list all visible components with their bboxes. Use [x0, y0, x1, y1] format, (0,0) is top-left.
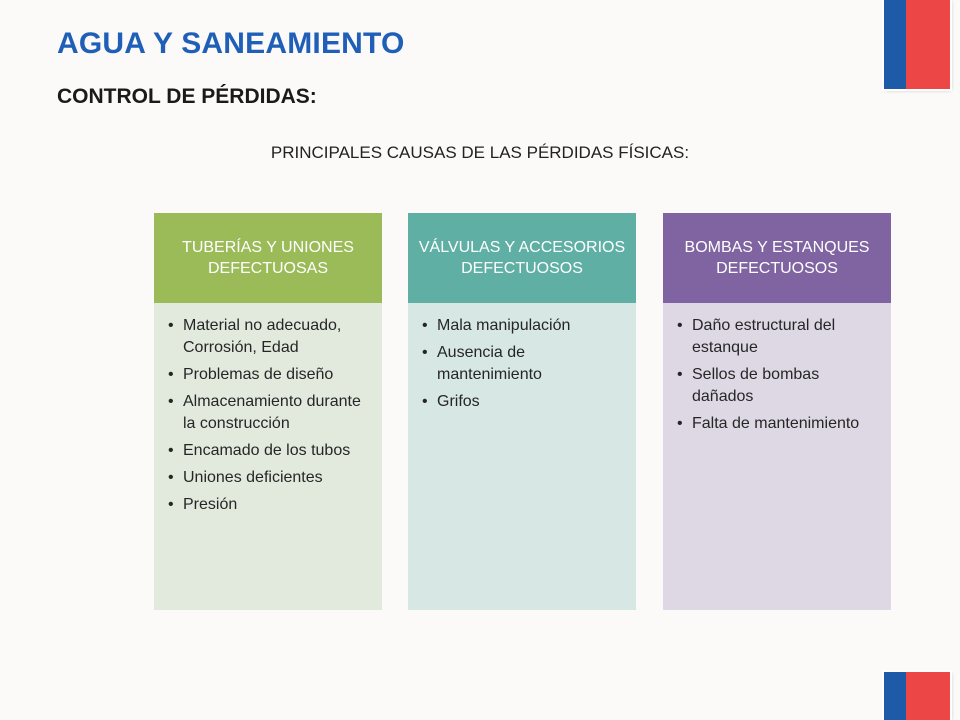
list-item: • Daño estructural del estanque [677, 315, 881, 359]
flag-red-band [906, 0, 950, 89]
list-item: • Sellos de bombas dañados [677, 364, 881, 408]
list-item: • Mala manipulación [422, 315, 626, 337]
list-item: • Material no adecuado, Corrosión, Edad [168, 315, 372, 359]
list-item: • Uniones deficientes [168, 467, 372, 489]
section-subtitle: CONTROL DE PÉRDIDAS: [57, 85, 317, 108]
column-header: TUBERÍAS Y UNIONES DEFECTUOSAS [154, 213, 382, 303]
causes-heading: PRINCIPALES CAUSAS DE LAS PÉRDIDAS FÍSICAS: [270, 143, 690, 162]
flag-blue-band [884, 0, 906, 89]
list-item: • Presión [168, 494, 372, 516]
list-item: • Ausencia de mantenimiento [422, 342, 626, 386]
cause-list [422, 315, 626, 413]
flag-blue-band [884, 672, 906, 720]
column-bombas [663, 213, 891, 610]
chile-flag-logo-top [884, 0, 950, 89]
column-body [408, 303, 636, 610]
column-header: VÁLVULAS Y ACCESORIOS DEFECTUOSOS [408, 213, 636, 303]
chile-flag-logo-bottom [884, 672, 950, 720]
column-header: BOMBAS Y ESTANQUES DEFECTUOSOS [663, 213, 891, 303]
flag-red-band [906, 672, 950, 720]
list-item: • Falta de mantenimiento [677, 413, 881, 435]
column-body [154, 303, 382, 610]
list-item: • Grifos [422, 391, 626, 413]
cause-list [677, 315, 881, 435]
list-item: • Almacenamiento durante la construcción [168, 391, 372, 435]
page-title: AGUA Y SANEAMIENTO [57, 27, 405, 60]
cause-list [168, 315, 372, 516]
list-item: • Encamado de los tubos [168, 440, 372, 462]
column-body [663, 303, 891, 610]
column-valvulas [408, 213, 636, 610]
column-tuberias [154, 213, 382, 610]
list-item: • Problemas de diseño [168, 364, 372, 386]
